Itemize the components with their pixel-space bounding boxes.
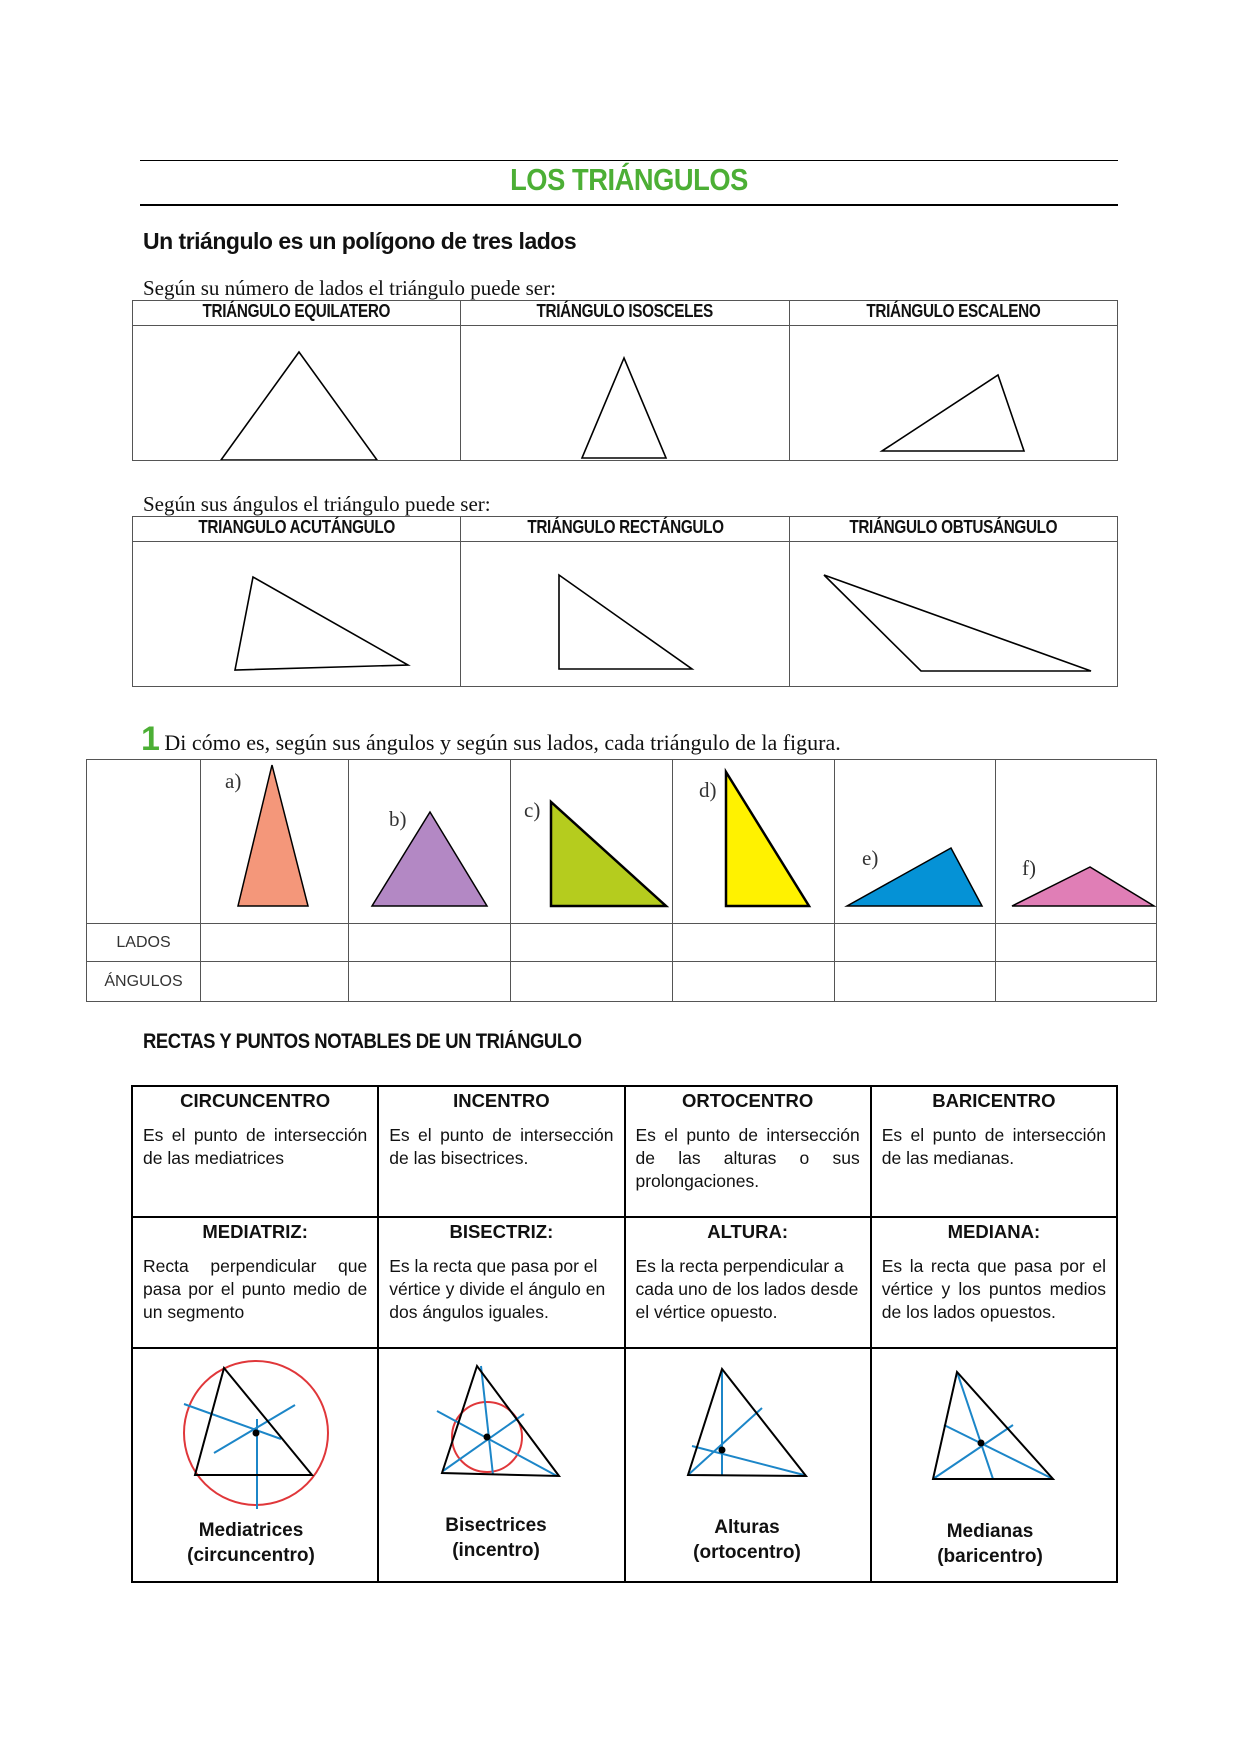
cell-obtusangulo xyxy=(789,542,1117,687)
caption-medianas-2: (baricentro) xyxy=(936,1546,1043,1567)
text-mediatriz: Recta perpendicular que pasa por el punto medio de un segmento xyxy=(143,1256,368,1322)
header-rectangulo: TRIÁNGULO RECTÁNGULO xyxy=(461,517,789,542)
exercise-table xyxy=(86,759,1157,1002)
title-mediana: MEDIANA: xyxy=(947,1221,1041,1242)
exercise-cell-a xyxy=(201,760,349,924)
triangle-b xyxy=(349,760,511,918)
exercise-cell-c xyxy=(511,760,673,924)
definition: Un triángulo es un polígono de tres lados xyxy=(143,228,577,254)
obtuse-triangle xyxy=(790,542,1118,686)
caption-bisectrices-1: Bisectrices xyxy=(445,1515,547,1536)
title-ortocentro: ORTOCENTRO xyxy=(682,1090,814,1111)
equilateral-triangle xyxy=(133,326,461,460)
caption-bisectrices-2: (incentro) xyxy=(452,1540,541,1561)
header-obtusangulo: TRIÁNGULO OBTUSÁNGULO xyxy=(789,517,1117,542)
medianas-diagram xyxy=(872,1349,1115,1575)
answer-angulos-a[interactable] xyxy=(201,962,349,1002)
exercise-heading xyxy=(141,720,841,759)
label-c: c) xyxy=(524,798,541,822)
card-altura xyxy=(625,1217,871,1348)
exercise-cell-d xyxy=(673,760,835,924)
header-escaleno: TRIÁNGULO ESCALENO xyxy=(789,301,1117,326)
triangle-d xyxy=(673,760,835,918)
row-label-lados: LADOS xyxy=(87,924,201,962)
text-mediana: Es la recta que pasa por el vértice y los puntos medios de los lados opuestos. xyxy=(881,1256,1106,1322)
answer-lados-d[interactable] xyxy=(673,924,835,962)
bisectrices-diagram xyxy=(379,1349,622,1575)
triangle-f xyxy=(996,760,1157,918)
text-baricentro: Es el punto de intersección de las medianas. xyxy=(881,1125,1106,1168)
answer-angulos-d[interactable] xyxy=(673,962,835,1002)
card-mediatriz xyxy=(132,1217,378,1348)
notable-table xyxy=(131,1085,1118,1583)
caption-medianas-1: Medianas xyxy=(946,1521,1034,1542)
title-rule-bottom xyxy=(140,204,1118,206)
figure-bisectrices xyxy=(378,1348,624,1582)
exercise-cell-e xyxy=(835,760,996,924)
row-label-angulos: ÁNGULOS xyxy=(87,962,201,1002)
exercise-instruction: Di cómo es, según sus ángulos y según sus lados, cada triángulo de la figura. xyxy=(164,730,841,755)
answer-lados-a[interactable] xyxy=(201,924,349,962)
title-rule-top xyxy=(140,160,1118,161)
title-bisectriz: BISECTRIZ: xyxy=(449,1221,554,1242)
answer-lados-f[interactable] xyxy=(996,924,1157,962)
exercise-number: 1 xyxy=(141,720,160,758)
answer-angulos-e[interactable] xyxy=(835,962,996,1002)
cell-rectangulo xyxy=(461,542,789,687)
header-acutangulo: TRIANGULO ACUTÁNGULO xyxy=(133,517,461,542)
triangle-a xyxy=(201,760,349,918)
card-bisectriz xyxy=(378,1217,624,1348)
acute-triangle xyxy=(133,542,461,686)
triangle-e xyxy=(835,760,996,918)
alturas-diagram xyxy=(626,1349,869,1575)
title-baricentro: BARICENTRO xyxy=(932,1090,1056,1111)
label-f: f) xyxy=(1022,856,1036,880)
label-e: e) xyxy=(862,846,879,870)
figure-alturas xyxy=(625,1348,871,1582)
text-incentro: Es el punto de intersección de las bisectrices. xyxy=(389,1125,614,1168)
answer-lados-c[interactable] xyxy=(511,924,673,962)
card-circuncentro xyxy=(132,1086,378,1217)
figure-mediatrices xyxy=(132,1348,378,1582)
caption-mediatrices-1: Mediatrices xyxy=(198,1520,304,1541)
card-incentro xyxy=(378,1086,624,1217)
title-incentro: INCENTRO xyxy=(453,1090,550,1111)
cell-equilatero xyxy=(133,326,461,461)
answer-angulos-c[interactable] xyxy=(511,962,673,1002)
text-circuncentro: Es el punto de intersección de las mediatrices xyxy=(143,1125,368,1168)
right-triangle xyxy=(461,542,789,686)
card-ortocentro xyxy=(625,1086,871,1217)
scalene-triangle xyxy=(790,326,1118,460)
mediatrices-diagram xyxy=(133,1349,376,1575)
triangle-c xyxy=(511,760,673,918)
figure-medianas xyxy=(871,1348,1117,1582)
answer-lados-b[interactable] xyxy=(349,924,511,962)
exercise-cell-f xyxy=(996,760,1157,924)
by-sides-intro: Según su número de lados el triángulo puede ser: xyxy=(143,276,556,300)
title-mediatriz: MEDIATRIZ: xyxy=(202,1221,308,1242)
title-altura: ALTURA: xyxy=(707,1221,789,1242)
text-bisectriz: Es la recta que pasa por el vértice y divide el ángulo en dos ángulos iguales. xyxy=(389,1256,606,1322)
notable-heading: RECTAS Y PUNTOS NOTABLES DE UN TRIÁNGULO xyxy=(143,1030,582,1053)
caption-mediatrices-2: (circuncentro) xyxy=(187,1545,315,1566)
text-ortocentro: Es el punto de intersección de las alturas o sus prolongaciones. xyxy=(635,1125,860,1191)
answer-angulos-f[interactable] xyxy=(996,962,1157,1002)
label-a: a) xyxy=(225,769,242,793)
by-sides-table xyxy=(132,300,1118,461)
header-equilatero: TRIÁNGULO EQUILATERO xyxy=(133,301,461,326)
exercise-corner xyxy=(87,760,201,924)
label-d: d) xyxy=(699,778,717,802)
page-title: LOS TRIÁNGULOS xyxy=(510,162,748,197)
cell-isosceles xyxy=(461,326,789,461)
text-altura: Es la recta perpendicular a cada uno de los lados desde el vértice opuesto. xyxy=(635,1256,859,1322)
label-b: b) xyxy=(389,807,407,831)
header-isosceles: TRIÁNGULO ISOSCELES xyxy=(461,301,789,326)
exercise-cell-b xyxy=(349,760,511,924)
cell-acutangulo xyxy=(133,542,461,687)
cell-escaleno xyxy=(789,326,1117,461)
isosceles-triangle xyxy=(461,326,789,460)
card-baricentro xyxy=(871,1086,1117,1217)
caption-alturas-2: (ortocentro) xyxy=(692,1542,801,1563)
answer-lados-e[interactable] xyxy=(835,924,996,962)
caption-alturas-1: Alturas xyxy=(713,1517,780,1538)
answer-angulos-b[interactable] xyxy=(349,962,511,1002)
card-mediana xyxy=(871,1217,1117,1348)
title-circuncentro: CIRCUNCENTRO xyxy=(180,1090,331,1111)
by-angles-intro: Según sus ángulos el triángulo puede ser: xyxy=(143,492,491,516)
by-angles-table xyxy=(132,516,1118,687)
